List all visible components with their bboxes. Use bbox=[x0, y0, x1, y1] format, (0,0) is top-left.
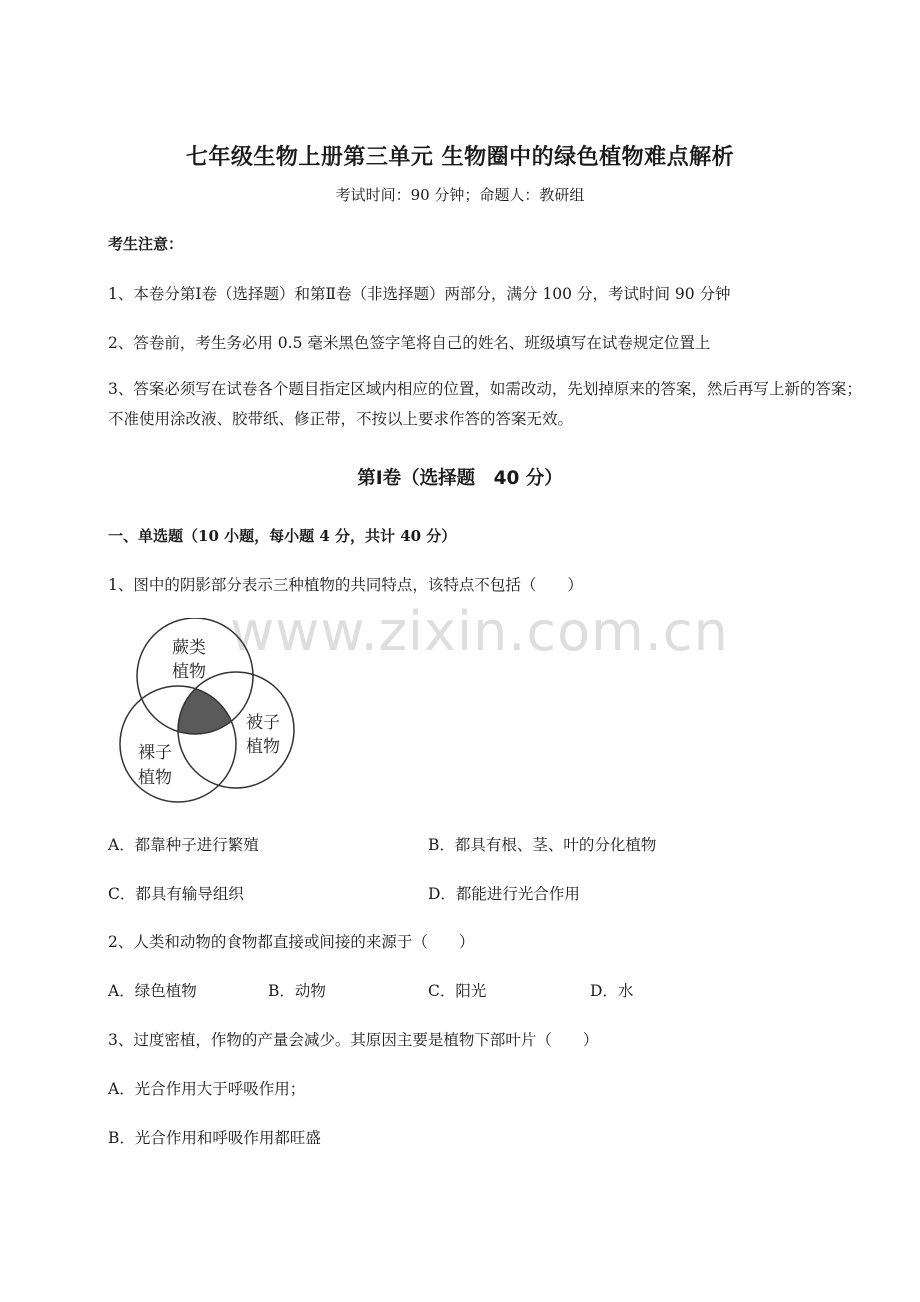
q3-option-b: B．光合作用和呼吸作用都旺盛 bbox=[108, 1129, 321, 1147]
notice-item-1: 1、本卷分第Ⅰ卷（选择题）和第Ⅱ卷（非选择题）两部分，满分 100 分，考试时间 90 分钟 bbox=[108, 285, 731, 303]
page-title: 七年级生物上册第三单元 生物圈中的绿色植物难点解析 bbox=[185, 145, 735, 170]
section-heading: 第Ⅰ卷（选择题 40 分） bbox=[357, 468, 563, 489]
q1-option-b: B．都具有根、茎、叶的分化植物 bbox=[428, 836, 657, 854]
q2-option-d: D．水 bbox=[590, 982, 634, 1000]
gymnosperm-label-1: 裸子 bbox=[138, 743, 172, 763]
notice-heading: 考生注意： bbox=[108, 235, 184, 253]
q1-option-c: C．都具有输导组织 bbox=[108, 885, 244, 903]
watermark: www.zixin.com.cn bbox=[230, 600, 729, 663]
q1-option-a: A．都靠种子进行繁殖 bbox=[108, 836, 259, 854]
part-heading: 一、单选题（10 小题，每小题 4 分，共计 40 分） bbox=[108, 527, 457, 545]
venn-diagram bbox=[110, 618, 310, 808]
angiosperm-label-2: 植物 bbox=[246, 737, 280, 757]
fern-label-2: 植物 bbox=[172, 662, 206, 682]
question-1-stem: 1、图中的阴影部分表示三种植物的共同特点，该特点不包括（ ） bbox=[108, 576, 583, 594]
fern-label-1: 蕨类 bbox=[172, 638, 206, 658]
gymnosperm-label-2: 植物 bbox=[138, 768, 172, 788]
q2-option-b: B．动物 bbox=[268, 982, 326, 1000]
exam-info: 考试时间：90 分钟；命题人：教研组 bbox=[335, 186, 585, 204]
angiosperm-label-1: 被子 bbox=[246, 713, 280, 733]
q2-option-c: C．阳光 bbox=[428, 982, 487, 1000]
q3-option-a: A．光合作用大于呼吸作用； bbox=[108, 1080, 306, 1098]
question-3-stem: 3、过度密植，作物的产量会减少。其原因主要是植物下部叶片（ ） bbox=[108, 1031, 599, 1049]
q1-option-d: D．都能进行光合作用 bbox=[428, 885, 580, 903]
notice-item-2: 2、答卷前，考生务必用 0.5 毫米黑色签字笔将自己的姓名、班级填写在试卷规定位置上 bbox=[108, 334, 711, 352]
notice-item-3: 3、答案必须写在试卷各个题目指定区域内相应的位置，如需改动，先划掉原来的答案，然后再写上新的答案；不准使用涂改液、胶带纸、修正带，不按以上要求作答的答案无效。 bbox=[108, 380, 862, 428]
question-2-stem: 2、人类和动物的食物都直接或间接的来源于（ ） bbox=[108, 933, 475, 951]
q2-option-a: A．绿色植物 bbox=[108, 982, 197, 1000]
